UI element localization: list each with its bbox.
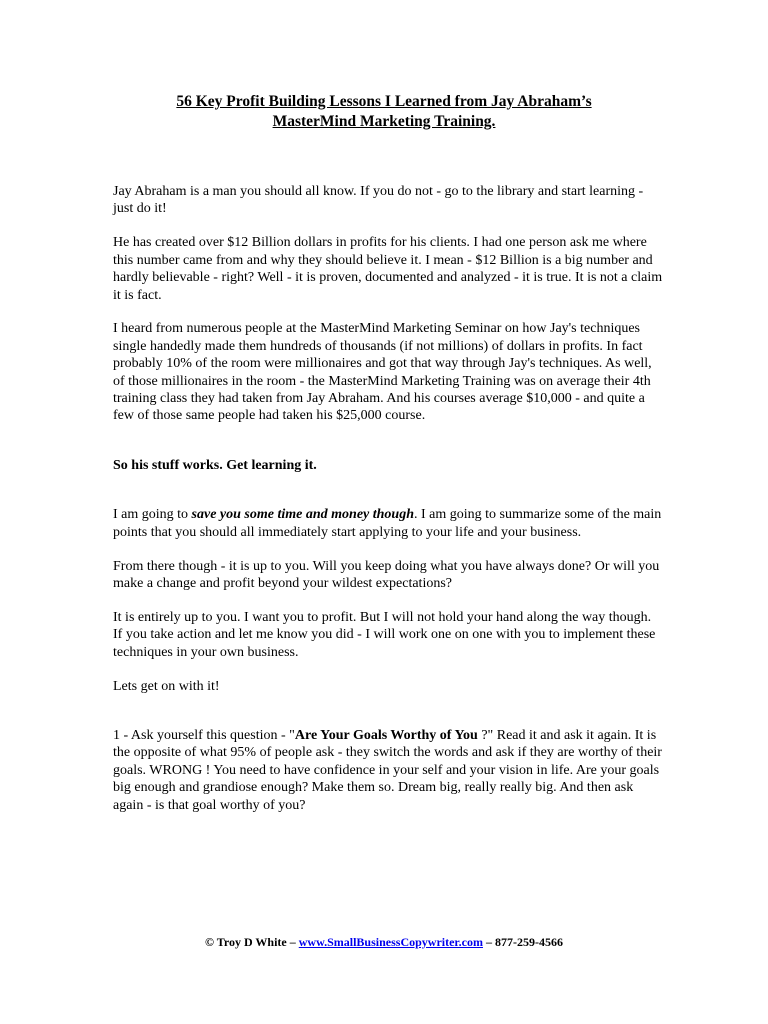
paragraph-stuff-works: So his stuff works. Get learning it. bbox=[113, 457, 317, 473]
save-time-lead: I am going to bbox=[113, 507, 192, 523]
paragraph-lesson-1 bbox=[113, 727, 663, 814]
title-line-1: 56 Key Profit Building Lessons I Learned from Jay Abraham’s bbox=[176, 93, 592, 110]
paragraph-seminar: I heard from numerous people at the MasterMind Marketing Seminar on how Jay's techniques single handedly made them hundreds of thousands (if not millions) of dollars in profits. In fact probably 10% of the room were millionaires and got that way through Jay's techniques. As well, of those millionaires in the room - the MasterMind Marketing Training was on average their 4th training class they had taken from Jay Abraham. And his courses average $10,000 - and quite a few of those same people had taken his $25,000 course. bbox=[113, 321, 652, 424]
paragraph-entirely-up: It is entirely up to you. I want you to profit. But I will not hold your hand along the way though. If you take action and let me know you did - I will work one on one with you to implement these techniques in your own business. bbox=[113, 609, 656, 660]
lesson-1-question: Are Your Goals Worthy of You bbox=[294, 728, 478, 744]
page-footer bbox=[0, 934, 768, 950]
paragraph-intro: Jay Abraham is a man you should all know. If you do not - go to the library and start learning - just do it! bbox=[113, 184, 644, 217]
save-time-rest: . I am going to summarize some of the main points that you should all immediately start applying to your life and your business. bbox=[113, 507, 662, 540]
document-title bbox=[100, 92, 668, 132]
paragraph-billions: He has created over $12 Billion dollars in profits for his clients. I had one person ask me where this number came from and why they should believe it. I mean - $12 Billion is a big number and hardly believable - right? Well - it is proven, documented and analyzed - it is true. It is not a claim it is fact. bbox=[113, 235, 663, 303]
paragraph-get-on: Lets get on with it! bbox=[113, 678, 220, 694]
save-time-emphasis: save you some time and money though bbox=[191, 507, 414, 523]
footer-phone: – 877-259-4566 bbox=[482, 935, 563, 949]
footer-website-link[interactable]: www.SmallBusinessCopywriter.com bbox=[298, 935, 483, 949]
paragraph-save-time bbox=[113, 506, 663, 541]
lesson-1-lead: 1 - Ask yourself this question - " bbox=[113, 728, 295, 744]
paragraph-up-to-you: From there though - it is up to you. Will you keep doing what you have always done? Or will you make a change and profit beyond your wildest expectations? bbox=[113, 558, 660, 591]
document-body bbox=[113, 183, 663, 831]
footer-copyright: © Troy D White – bbox=[205, 935, 299, 949]
lesson-1-rest: ?" Read it and ask it again. It is the opposite of what 95% of people ask - they switch the words and ask if they are worthy of their goals. WRONG ! You need to have confidence in your self and your vision in life. Are your goals big enough and grandiose enough? Make them so. Dream big, really really big. And then ask again - is that goal worthy of you? bbox=[113, 728, 662, 813]
title-line-2: MasterMind Marketing Training. bbox=[272, 113, 496, 130]
